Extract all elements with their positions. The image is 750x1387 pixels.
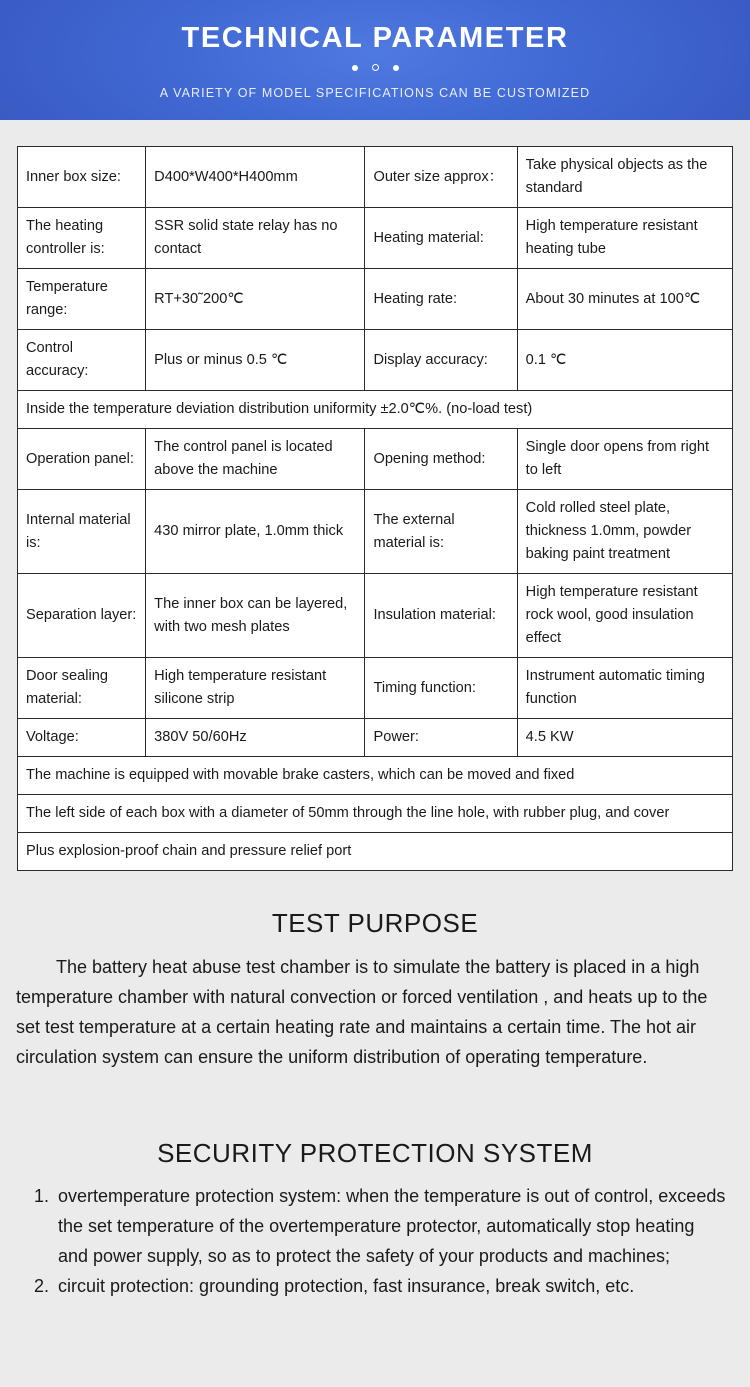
banner-dot-group xyxy=(0,64,750,71)
table-row xyxy=(18,208,733,269)
spec-value: SSR solid state relay has no contact xyxy=(146,208,365,269)
page-banner xyxy=(0,0,750,120)
banner-dot-filled-right xyxy=(393,65,399,71)
table-row xyxy=(18,757,733,795)
spec-label: Internal material is: xyxy=(18,490,146,574)
spec-label: Insulation material: xyxy=(365,574,517,658)
security-protection-list xyxy=(16,1181,734,1301)
spec-label: Inner box size: xyxy=(18,147,146,208)
banner-dot-filled-left xyxy=(352,65,358,71)
spec-label: Operation panel: xyxy=(18,429,146,490)
spec-value: 380V 50/60Hz xyxy=(146,719,365,757)
spec-label: Heating rate: xyxy=(365,269,517,330)
spec-value: The control panel is located above the machine xyxy=(146,429,365,490)
spec-value: 430 mirror plate, 1.0mm thick xyxy=(146,490,365,574)
table-row xyxy=(18,147,733,208)
table-row xyxy=(18,574,733,658)
spec-value: D400*W400*H400mm xyxy=(146,147,365,208)
spec-value: High temperature resistant silicone strip xyxy=(146,658,365,719)
spec-value: Take physical objects as the standard xyxy=(517,147,732,208)
technical-parameter-table-body xyxy=(18,147,733,871)
spec-value: Single door opens from right to left xyxy=(517,429,732,490)
banner-subtitle: A VARIETY OF MODEL SPECIFICATIONS CAN BE CUSTOMIZED xyxy=(159,86,591,100)
spec-value: The inner box can be layered, with two mesh plates xyxy=(146,574,365,658)
page-title: TECHNICAL PARAMETER xyxy=(181,22,569,54)
table-row xyxy=(18,833,733,871)
test-purpose-paragraph: The battery heat abuse test chamber is to simulate the battery is placed in a high temperature chamber with natural convection or forced ventilation , and heats up to the set test temperature at a certain heating rate and maintains a certain time. The hot air circulation system can ensure the uniform distribution of operating temperature. xyxy=(16,957,708,1067)
spec-value: 0.1 ℃ xyxy=(517,330,732,391)
spec-label: Timing function: xyxy=(365,658,517,719)
table-row xyxy=(18,391,733,429)
spec-label: Control accuracy: xyxy=(18,330,146,391)
spec-label: Opening method: xyxy=(365,429,517,490)
spec-label: Power: xyxy=(365,719,517,757)
security-protection-title: SECURITY PROTECTION SYSTEM xyxy=(157,1138,593,1168)
technical-parameter-table-wrapper xyxy=(17,146,733,871)
table-row xyxy=(18,330,733,391)
spec-note: Inside the temperature deviation distribution uniformity ±2.0℃%. (no-load test) xyxy=(18,391,733,429)
technical-parameter-table xyxy=(17,146,733,871)
spec-label: Outer size approx： xyxy=(365,147,517,208)
spec-label: Heating material: xyxy=(365,208,517,269)
table-row xyxy=(18,269,733,330)
spec-label: The external material is: xyxy=(365,490,517,574)
spec-note: The left side of each box with a diameter of 50mm through the line hole, with rubber plug, and cover xyxy=(18,795,733,833)
table-row xyxy=(18,795,733,833)
spec-label: Voltage: xyxy=(18,719,146,757)
spec-value: Plus or minus 0.5 ℃ xyxy=(146,330,365,391)
list-item: 1. overtemperature protection system: when the temperature is out of control, exceeds the set temperature of the overtemperature protector, automatically stop heating and power supply, so as to protect the safety of your products and machines; xyxy=(54,1181,728,1271)
table-row xyxy=(18,490,733,574)
spec-value: High temperature resistant rock wool, good insulation effect xyxy=(517,574,732,658)
test-purpose-title: TEST PURPOSE xyxy=(271,908,479,938)
spec-note: The machine is equipped with movable brake casters, which can be moved and fixed xyxy=(18,757,733,795)
security-protection-section xyxy=(0,1138,750,1301)
spec-label: Display accuracy: xyxy=(365,330,517,391)
spec-value: 4.5 KW xyxy=(517,719,732,757)
spec-value: High temperature resistant heating tube xyxy=(517,208,732,269)
table-row xyxy=(18,658,733,719)
spec-value: RT+30˜200℃ xyxy=(146,269,365,330)
spec-value: Cold rolled steel plate, thickness 1.0mm, powder baking paint treatment xyxy=(517,490,732,574)
spec-label: Temperature range: xyxy=(18,269,146,330)
banner-dot-hollow-center xyxy=(372,64,379,71)
spec-value: About 30 minutes at 100℃ xyxy=(517,269,732,330)
list-item: 2. circuit protection: grounding protection, fast insurance, break switch, etc. xyxy=(54,1271,728,1301)
spec-note: Plus explosion-proof chain and pressure relief port xyxy=(18,833,733,871)
table-row xyxy=(18,719,733,757)
test-purpose-section xyxy=(0,908,750,1072)
spec-label: Door sealing material: xyxy=(18,658,146,719)
table-row xyxy=(18,429,733,490)
spec-label: Separation layer: xyxy=(18,574,146,658)
spec-value: Instrument automatic timing function xyxy=(517,658,732,719)
spec-label: The heating controller is: xyxy=(18,208,146,269)
